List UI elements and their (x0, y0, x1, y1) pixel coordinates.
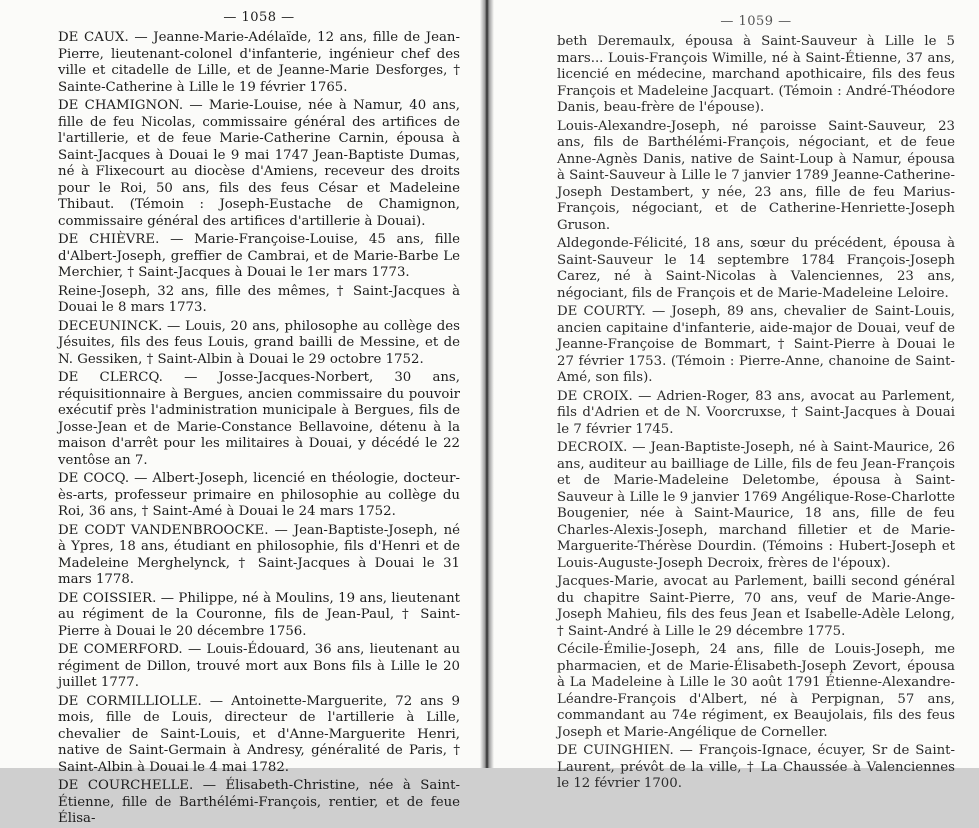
entry-name: DE CODT VANDENBROOCKE. (58, 522, 269, 538)
entry (58, 319, 460, 369)
entry-text: Aldegonde-Félicité, 18 ans, sœur du précédent, épousa à Saint-Sauveur le 14 septembre 1784 François-Joseph Carez, né à Saint-Nicolas à Valenciennes, 23 ans, négociant, fils de François et de Marie-Madeleine Leloire. (557, 236, 955, 301)
entry (557, 574, 955, 640)
entry-text: — François-Ignace, écuyer, Sr de Saint-Laurent, prévôt de la ville, † La Chaussée à Valenciennes le 12 février 1700. (557, 743, 955, 791)
entry-name: DE CORMILLIOLLE. (58, 693, 202, 709)
entry-text: — Marie-Françoise-Louise, 45 ans, fille d'Albert-Joseph, greffier de Cambrai, et de Marie-Barbe Le Merchier, † Saint-Jacques à Douai le 1er mars 1773. (58, 232, 461, 280)
entry-text: — Antoinette-Marguerite, 72 ans 9 mois, fille de Louis, directeur de l'artillerie à Lille, chevalier de Saint-Louis, et d'Anne-Marguerite Henri, native de Saint-Germain à Andresy, généralité de Paris, † Saint-Albin à Douai le 4 mai 1782. (58, 693, 460, 775)
left-page (0, 0, 480, 826)
entry-name: DE CHAMIGNON. (58, 98, 184, 113)
entry-name: DE COCQ. (58, 471, 130, 486)
entry (58, 284, 460, 317)
page-gutter (480, 0, 494, 768)
entry-name: DE CHIÈVRE. (58, 232, 160, 247)
entry-text: — Louis-Édouard, 36 ans, lieutenant au régiment de Dillon, trouvé mort aux Bons fils à Lille le 20 juillet 1777. (58, 642, 461, 690)
entry (58, 591, 460, 641)
entry-text: — Marie-Louise, née à Namur, 40 ans, fille de feu Nicolas, commissaire général des artifices de l'artillerie, et de feue Marie-Catherine Carnin, épousa à Saint-Jacques à Douai le 9 mai 1747 Jean-Baptiste Dumas, né à Flixecourt au diocèse d'Amiens, receveur des droits pour le Roi, 50 ans, fils des feus César et Madeleine Thibaut. (Témoin : Joseph-Eustache de Chamignon, commissaire général des artifices d'artillerie à Douai). (58, 98, 460, 229)
page-number-right: — 1059 — (720, 14, 792, 29)
entry-text: — Jean-Baptiste-Joseph, né à Saint-Maurice, 26 ans, auditeur au bailliage de Lille, fils de feu Jean-François et de Marie-Madeleine Deletombe, épousa à Saint-Sauveur à Lille le 9 janvier 1769 Angélique-Rose-Charlotte Bougenier, née à Saint-Maurice, 18 ans, fille de feu Charles-Alexis-Joseph, marchand filletier et de Marie-Marguerite-Thérèse Dourdin. (Témoins : Hubert-Joseph et Louis-Auguste-Joseph Decroix, frères de l'époux). (557, 440, 955, 571)
entry-name: DE CLERCQ. (58, 370, 163, 385)
entry-name: DE COURTY. (557, 304, 646, 319)
entry (557, 389, 955, 439)
entry-text: — Jeanne-Marie-Adélaïde, 12 ans, fille de Jean-Pierre, lieutenant-colonel d'infanterie, ingénieur chef des ville et citadelle de Lille, et de Jeanne-Marie Desforges, † Sainte-Catherine à Lille le 19 février 1765. (58, 30, 460, 95)
entry-text: Louis-Alexandre-Joseph, né paroisse Saint-Sauveur, 23 ans, fils de Barthélémi-François, négociant, et de feue Anne-Agnès Danis, native de Saint-Loup à Namur, épousa à Saint-Sauveur à Lille le 7 janvier 1789 Jeanne-Catherine-Joseph Destambert, y née, 23 ans, fille de feu Marius-François, négociant, et de Catherine-Henriette-Joseph Gruson. (557, 118, 955, 233)
entry (557, 440, 955, 572)
entry-text: — Élisabeth-Christine, née à Saint-Étienne, fille de Barthélémi-François, rentier, et de feue Élisa- (58, 778, 460, 826)
entry-text: — Jean-Baptiste-Joseph, né à Ypres, 18 ans, étudiant en philosophie, fils d'Henri et de Madeleine Merghelynck, † Saint-Jacques à Douai le 31 mars 1778. (58, 522, 461, 587)
entry (557, 304, 955, 387)
entry-text: — Adrien-Roger, 83 ans, avocat au Parlement, fils d'Adrien et de N. Voorcruxse, † Saint-Jacques à Douai le 7 février 1745. (557, 388, 955, 437)
entry-text: — Joseph, 89 ans, chevalier de Saint-Louis, ancien capitaine d'infanterie, aide-major de Douai, veuf de Jeanne-Françoise de Bommart, † Saint-Pierre à Douai le 27 février 1753. (Témoin : Pierre-Anne, chanoine de Saint-Amé, son fils). (557, 304, 956, 385)
entry (557, 119, 955, 235)
entry-text: Jacques-Marie, avocat au Parlement, bailli second général du chapitre Saint-Pierre, 70 ans, veuf de Marie-Ange-Joseph Mahieu, fils des feus Jean et Isabelle-Adèle Lelong, † Saint-André à Lille le 29 décembre 1775. (557, 574, 955, 639)
entry (58, 694, 460, 777)
entry-name: DE COURCHELLE. (58, 778, 194, 793)
entry-text: — Philippe, né à Moulins, 19 ans, lieutenant au régiment de la Couronne, fils de Jean-Paul, † Saint-Pierre à Douai le 20 décembre 1756. (58, 590, 460, 639)
entry-name: DE CROIX. (557, 388, 633, 404)
entry (58, 778, 460, 828)
entry (58, 471, 460, 521)
entry (58, 30, 460, 96)
entry-name: DE COMERFORD. (58, 642, 183, 657)
entry (58, 98, 460, 230)
entry-text: — Albert-Joseph, licencié en théologie, docteur-ès-arts, professeur primaire en philosophie au collège du Roi, 36 ans, † Saint-Amé à Douai le 24 mars 1752. (58, 471, 461, 519)
entry (557, 34, 955, 117)
left-entries (58, 30, 460, 828)
entry (557, 743, 955, 793)
right-entries (557, 34, 955, 793)
right-page (494, 0, 979, 791)
page-number-left: — 1058 — (223, 10, 295, 25)
entry-name: DE CUINGHIEN. (557, 743, 674, 758)
entry-name: DE COISSIER. (58, 590, 157, 606)
entry (557, 236, 955, 302)
entry-name: DECROIX. (557, 440, 628, 455)
entry-name: DECEUNINCK. (58, 318, 163, 334)
entry-name: DE CAUX. (58, 30, 129, 45)
entry-text: Cécile-Émilie-Joseph, 24 ans, fille de Louis-Joseph, me pharmacien, et de Marie-Élisabeth-Joseph Zevort, épousa à La Madeleine à Lille le 30 août 1791 Étienne-Alexandre-Léandre-François d'Albert, né à Perpignan, 57 ans, commandant au 74e régiment, ex Beaujolais, fils des feus Joseph et Marie-Angélique de Corneller. (557, 642, 955, 740)
entry (557, 642, 955, 741)
entry (58, 370, 460, 469)
entry-text: — Josse-Jacques-Norbert, 30 ans, réquisitionnaire à Bergues, ancien commissaire du pouvoir exécutif près l'administration municipale à Bergues, fils de Josse-Jean et de Marie-Constance Bellavoine, détenu à la maison d'arrêt pour les militaires à Douai, y décédé le 22 ventôse an 7. (58, 370, 460, 468)
entry-text: beth Deremaulx, épousa à Saint-Sauveur à Lille le 5 mars... Louis-François Wimille, né à Saint-Étienne, 37 ans, licencié en médecine, marchand apothicaire, fils des feus François et Madeleine Jacquart. (Témoin : André-Théodore Danis, beau-frère de l'épouse). (557, 34, 955, 115)
entry (58, 642, 460, 692)
entry-text: Reine-Joseph, 32 ans, fille des mêmes, † Saint-Jacques à Douai le 8 mars 1773. (58, 283, 460, 315)
entry (58, 232, 460, 282)
entry (58, 523, 460, 589)
entry-text: — Louis, 20 ans, philosophe au collège des Jésuites, fils des feus Louis, grand bailli de Messine, et de N. Gessiken, † Saint-Albin à Douai le 29 octobre 1752. (58, 318, 460, 367)
